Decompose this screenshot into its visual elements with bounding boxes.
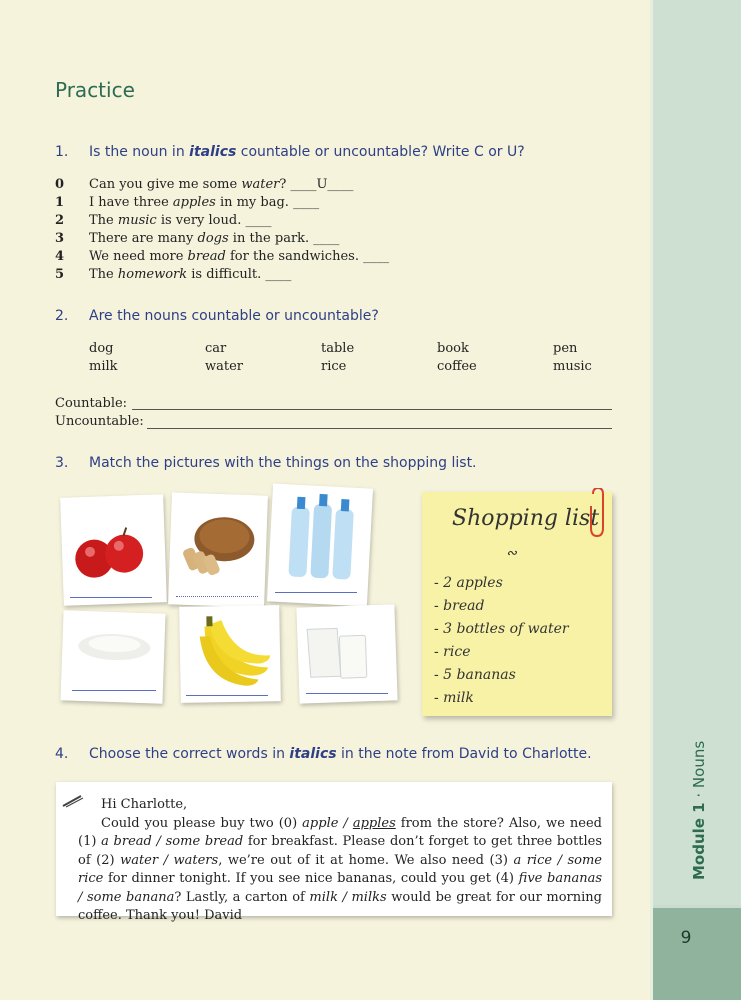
item-number: 2: [55, 213, 65, 228]
item-noun: music: [117, 213, 157, 228]
apples-answer-line[interactable]: [70, 597, 152, 598]
note-text: [78, 796, 602, 926]
option[interactable]: water: [120, 852, 159, 868]
sidebar-divider: [650, 0, 653, 1000]
list-item: [55, 248, 389, 266]
module-separator: ·: [690, 788, 708, 803]
note-greeting: Hi Charlotte,: [101, 797, 188, 812]
list-item: - rice: [434, 644, 471, 660]
question-text: Choose the correct words in: [89, 746, 290, 762]
note-sentence: Could you please buy two (0): [101, 815, 303, 831]
question-3-title: [55, 455, 477, 471]
item-text: ? ____U____: [279, 177, 354, 192]
water-bottles-image: [267, 483, 373, 606]
question-text: Is the noun in: [89, 144, 190, 160]
question-text: countable or uncountable? Write C or U?: [236, 144, 525, 160]
note-card: [56, 782, 612, 923]
question-text: in the note from David to Charlotte.: [336, 746, 592, 762]
option-separator: /: [338, 815, 353, 831]
question-number: 3.: [55, 455, 69, 471]
item-text: I have three: [89, 195, 173, 210]
option-separator: /: [78, 889, 87, 905]
item-text: is difficult. ____: [187, 267, 292, 282]
milk-answer-line[interactable]: [306, 693, 388, 694]
question-em: italics: [189, 144, 237, 160]
paperclip-icon: [590, 488, 604, 538]
list-item: [55, 266, 389, 284]
question-4-title: [55, 746, 592, 762]
question-number: 2.: [55, 308, 69, 324]
milk-image: [296, 604, 397, 703]
module-topic: Nouns: [690, 740, 708, 789]
note-sentence: , we’re out of it at home. We also need (3): [218, 852, 514, 868]
noun-grid: [89, 340, 669, 376]
uncountable-answer-line[interactable]: [147, 428, 612, 429]
pencil-icon: [62, 794, 84, 808]
item-number: 0: [55, 177, 65, 192]
option[interactable]: some banana: [86, 889, 175, 905]
ornament-icon: ∾: [506, 546, 517, 561]
noun-word: car: [205, 341, 227, 356]
option[interactable]: milk: [309, 889, 338, 905]
noun-word: water: [205, 359, 244, 374]
rice-answer-line[interactable]: [72, 690, 156, 691]
item-number: 5: [55, 267, 65, 282]
bananas-image: [179, 605, 281, 703]
item-text: Can you give me some: [89, 177, 242, 192]
shopping-list-title: Shopping list: [452, 506, 600, 531]
noun-word: book: [437, 341, 469, 356]
noun-word: table: [321, 341, 355, 356]
item-text: in my bag. ____: [215, 195, 320, 210]
item-number: 4: [55, 249, 65, 264]
bananas-answer-line[interactable]: [186, 695, 268, 696]
item-number: 1: [55, 195, 65, 210]
picture-milk: [296, 604, 397, 703]
question-text: Are the nouns countable or uncountable?: [89, 308, 379, 324]
shopping-list-items: [434, 572, 569, 710]
note-body: [78, 815, 602, 926]
item-number: 3: [55, 231, 65, 246]
option[interactable]: five bananas: [518, 871, 602, 886]
page-number: 9: [680, 928, 692, 948]
noun-word: coffee: [437, 359, 477, 374]
note-sentence: from the store? Also, we need (1): [78, 815, 602, 849]
water-answer-line[interactable]: [275, 592, 357, 593]
countable-answer-line[interactable]: [132, 409, 612, 410]
question-1-title: [55, 144, 525, 160]
option[interactable]: a bread: [101, 834, 152, 849]
picture-apples: [60, 494, 167, 606]
list-item: - 5 bananas: [434, 667, 516, 683]
list-item: [55, 212, 389, 230]
option[interactable]: a rice: [513, 852, 553, 868]
noun-word: milk: [89, 359, 118, 374]
item-noun: homework: [117, 267, 188, 282]
item-text: The: [89, 267, 118, 282]
module-label: [690, 741, 708, 880]
note-sentence: would be great for our morning coffee. Thank you! David: [78, 889, 602, 923]
list-item: - 2 apples: [434, 575, 503, 591]
item-noun: water: [241, 177, 280, 192]
page-number-tab: [653, 908, 741, 1000]
note-sentence: ? Lastly, a carton of: [174, 889, 310, 905]
note-sentence: for breakfast. Please don’t forget to get three bottles of (2): [78, 834, 602, 868]
item-text: for the sandwiches. ____: [225, 249, 390, 264]
option-separator: /: [552, 852, 568, 868]
list-item: - 3 bottles of water: [434, 621, 569, 637]
item-text: The: [89, 213, 118, 228]
noun-row: [89, 340, 669, 358]
picture-bread: [168, 492, 268, 607]
list-item: - bread: [434, 598, 485, 614]
list-item: [55, 194, 389, 212]
option-separator: /: [337, 889, 352, 905]
bread-image: [168, 492, 268, 607]
option[interactable]: milks: [351, 889, 387, 905]
countable-label: Countable:: [55, 396, 128, 411]
noun-word: rice: [321, 359, 347, 374]
picture-bananas: [179, 605, 281, 703]
list-item: [55, 230, 389, 248]
item-text: in the park. ____: [228, 231, 340, 246]
question-em: italics: [289, 746, 337, 762]
noun-word: music: [553, 359, 592, 374]
question-number: 1.: [55, 144, 69, 160]
item-text: There are many: [89, 231, 198, 246]
noun-row: [89, 358, 669, 376]
item-noun: bread: [187, 249, 226, 264]
option-selected[interactable]: apples: [352, 815, 396, 831]
option[interactable]: some rice: [78, 852, 602, 886]
noun-word: dog: [89, 341, 114, 356]
option-separator: /: [158, 852, 174, 868]
question-number: 4.: [55, 746, 69, 762]
noun-word: pen: [553, 341, 578, 356]
apples-image: [60, 494, 167, 606]
bread-answer-line[interactable]: [176, 596, 258, 597]
option[interactable]: some bread: [165, 834, 244, 849]
list-item: [55, 176, 389, 194]
note-sentence: for dinner tonight. If you see nice bananas, could you get (4): [103, 871, 519, 886]
item-text: We need more: [89, 249, 188, 264]
question-text: Match the pictures with the things on the shopping list.: [89, 455, 477, 471]
option-separator: /: [151, 834, 166, 849]
q1-items: [55, 176, 389, 284]
shopping-list-note: [422, 492, 612, 716]
picture-water-bottles: [267, 483, 373, 606]
item-noun: apples: [172, 195, 216, 210]
question-2-title: [55, 308, 379, 324]
item-text: is very loud. ____: [156, 213, 272, 228]
module-name: Module 1: [690, 802, 708, 880]
list-item: - milk: [434, 690, 474, 706]
option[interactable]: apple: [302, 815, 339, 831]
section-heading: Practice: [55, 78, 135, 102]
item-noun: dogs: [197, 231, 229, 246]
uncountable-label: Uncountable:: [55, 414, 144, 429]
option[interactable]: waters: [173, 852, 219, 868]
